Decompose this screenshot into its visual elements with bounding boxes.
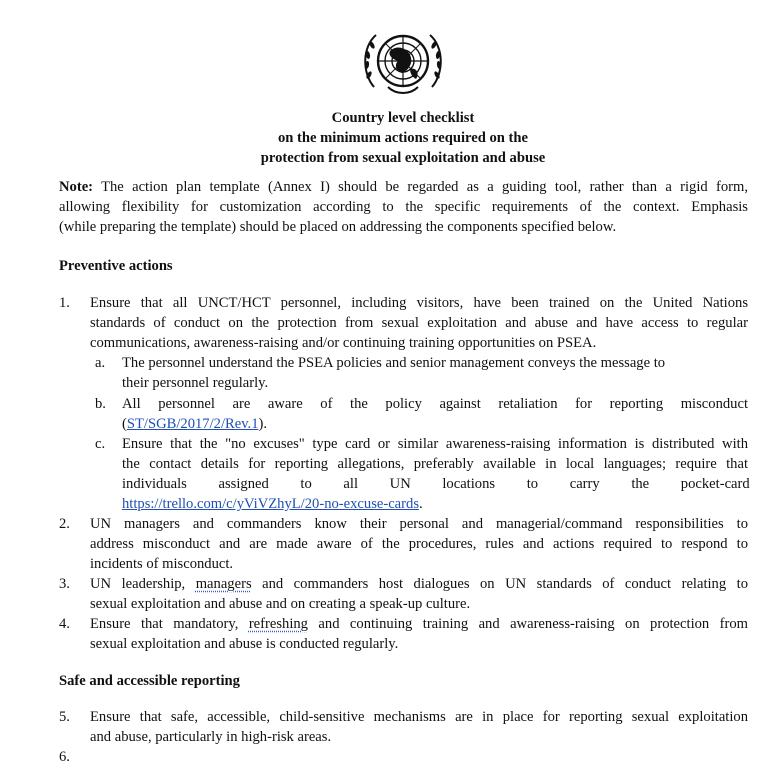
sub-item-a: The personnel understand the PSEA policies and senior management conveys the message to their personnel regularly. xyxy=(122,355,666,391)
list-item-5: Ensure that safe, accessible, child-sensitive mechanisms are in place for reporting sexual exploitation and abuse, particularly in high-risk areas. xyxy=(90,709,748,745)
item-number-3: 3. xyxy=(59,576,70,592)
item-number-2: 2. xyxy=(59,516,70,532)
sub-item-b: All personnel are aware of the policy against retaliation for reporting misconduct (ST/SGB/2017/2/Rev.1). xyxy=(122,396,748,432)
title-line-1: Country level checklist xyxy=(331,110,475,126)
sgb-document-link[interactable]: ST/SGB/2017/2/Rev.1 xyxy=(126,416,259,432)
list-item-3: UN leadership, managers and commanders host dialogues on UN standards of conduct relating to sexual exploitation and abuse and on creating a speak-up culture. xyxy=(90,576,748,612)
no-excuse-cards-link[interactable]: https://trello.com/c/yViVZhyL/20-no-excuse-cards xyxy=(122,496,419,512)
sub-item-c: Ensure that the "no excuses" type card or similar awareness-raising information is distributed with the contact details for reporting allegations, preferably available in local languages; require that individuals assigned to all UN locations to carry the pocket-card https://trello.com/c/yViVZhyL/20-no-excuse-cards. xyxy=(122,436,750,512)
list-item-1: Ensure that all UNCT/HCT personnel, including visitors, have been trained on the United Nations standards of conduct on the protection from sexual exploitation and abuse and have access to regular communications, awareness-raising and/or continuing training opportunities on PSEA. xyxy=(90,295,748,351)
spellcheck-word-refreshing: refreshing xyxy=(248,616,308,632)
item-number-4: 4. xyxy=(59,616,70,632)
section-heading-preventive-actions: Preventive actions xyxy=(59,258,173,274)
note-label: Note: xyxy=(59,179,94,195)
list-item-2: UN managers and commanders know their personal and managerial/command responsibilities to address misconduct and are made aware of the procedures, rules and actions required to respond to incidents of misconduct. xyxy=(90,516,748,572)
spellcheck-word-managers: managers xyxy=(195,576,252,592)
section-heading-safe-reporting: Safe and accessible reporting xyxy=(59,673,240,689)
title-line-3: protection from sexual exploitation and abuse xyxy=(260,150,546,166)
item-number-6: 6. xyxy=(59,749,70,765)
item-number-1: 1. xyxy=(59,295,70,311)
sub-item-letter-a: a. xyxy=(95,355,106,371)
note-paragraph xyxy=(59,177,748,237)
title-line-2: on the minimum actions required on the xyxy=(277,130,528,146)
document-title xyxy=(0,108,778,168)
list-item-4: Ensure that mandatory, refreshing and continuing training and awareness-raising on protection from sexual exploitation and abuse is conducted regularly. xyxy=(90,616,749,652)
note-line-1: The action plan template (Annex I) should be regarded as a guiding tool, rather than a rigid form, xyxy=(101,179,748,195)
note-line-2: allowing flexibility for customization according to the specific requirements of the context. Emphasis xyxy=(59,199,748,215)
un-emblem-logo xyxy=(360,25,446,97)
note-line-3: (while preparing the template) should be placed on addressing the components specified below. xyxy=(59,219,617,235)
sub-item-letter-b: b. xyxy=(95,396,106,412)
sub-item-letter-c: c. xyxy=(95,436,106,452)
item-number-5: 5. xyxy=(59,709,70,725)
